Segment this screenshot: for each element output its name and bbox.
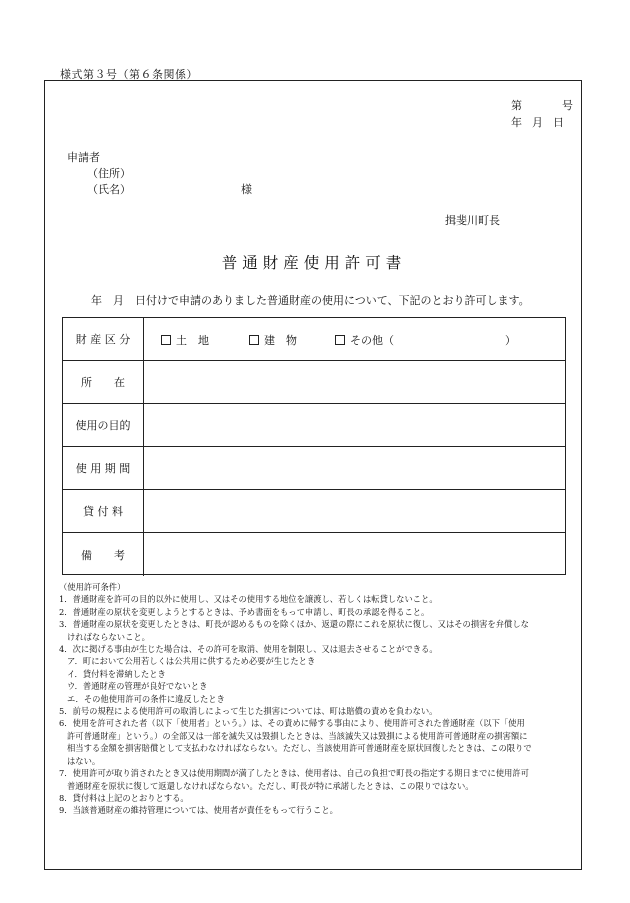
conditions-section (59, 581, 575, 817)
date-year: 年 (511, 116, 522, 129)
table-row-location (63, 361, 565, 404)
row-label: 財 産 区 分 (63, 318, 144, 360)
condition-line: はない。 (67, 755, 101, 766)
row-label: 使用の目的 (63, 404, 144, 446)
condition-line: 8．貸付料は上記のとおりとする。 (59, 792, 189, 803)
table-row-purpose (63, 404, 565, 447)
conditions-heading: （使用許可条件） (59, 582, 126, 592)
intro-text: 年 月 日付けで申請のありました普通財産の使用について、下記のとおり許可します。 (91, 294, 530, 307)
applicant-address-label: （住所） (87, 167, 131, 180)
issuer-name: 揖斐川町長 (445, 214, 500, 227)
issue-date (511, 114, 564, 130)
condition-line: 5．前号の規程による使用許可の取消しによって生じた損害については、町は賠償の責めを負わない。 (59, 706, 438, 717)
row-label: 使 用 期 間 (63, 447, 144, 489)
condition-line: 4．次に掲げる事由が生じた場合は、その許可を取消、使用を制限し、又は退去させることができる。 (59, 644, 438, 655)
date-day: 日 (553, 116, 564, 129)
checkbox-icon[interactable] (161, 335, 171, 345)
form-number: 様式第３号（第６条関係） (60, 68, 198, 81)
number-prefix: 第 (511, 99, 522, 112)
condition-subitem: エ．その他使用許可の条件に違反したとき (67, 693, 225, 704)
location-field[interactable] (145, 361, 565, 403)
option-other-close: ） (505, 334, 516, 347)
period-field[interactable] (145, 447, 565, 489)
condition-line: 6．使用を許可された者（以下「使用者」という。）は、その責めに帰する事由により、使用許可された普通財産（以下「使用 (59, 718, 525, 729)
condition-line: 7．使用許可が取り消されたとき又は使用期間が満了したときは、使用者は、自己の負担で町長の指定する期日までに使用許可 (59, 768, 529, 779)
remarks-field[interactable] (145, 533, 565, 576)
condition-subitem: ウ．普通財産の管理が良好でないとき (67, 681, 208, 692)
condition-subitem: イ．貸付料を滞納したとき (67, 668, 166, 679)
applicant-name-label: （氏名） (87, 183, 131, 196)
condition-line: 普通財産を原状に復して返還しなければならない。ただし、町長が特に承諾したときは、この限りではない。 (67, 780, 474, 791)
category-options (145, 318, 565, 360)
purpose-field[interactable] (145, 404, 565, 446)
table-row-period (63, 447, 565, 490)
condition-line: 相当する金額を損害賠償として支払わなければならない。ただし、当該使用許可普通財産を原状回復したときは、この限りで (67, 743, 532, 754)
option-other[interactable]: その他（ (335, 332, 394, 348)
row-label: 貸 付 料 (63, 490, 144, 532)
table-row-fee (63, 490, 565, 533)
condition-line: 3．普通財産の原状を変更したときは、町長が認めるものを除くほか、返還の際にこれを原状に復し、又はその損害を弁償しな (59, 619, 529, 630)
table-row-remarks (63, 533, 565, 576)
date-month: 月 (532, 116, 543, 129)
condition-subitem: ア．町において公用若しくは公共用に供するため必要が生じたとき (67, 656, 316, 667)
honorific: 様 (241, 183, 252, 196)
checkbox-icon[interactable] (335, 335, 345, 345)
condition-line: 9．当該普通財産の維持管理については、使用者が責任をもって行うこと。 (59, 805, 338, 816)
applicant-label: 申請者 (67, 151, 100, 164)
row-label: 所 在 (63, 361, 144, 403)
row-label: 備 考 (63, 533, 144, 576)
details-table (62, 317, 566, 575)
checkbox-icon[interactable] (249, 335, 259, 345)
condition-line: ければならないこと。 (67, 631, 150, 642)
number-suffix: 号 (562, 99, 573, 112)
fee-field[interactable] (145, 490, 565, 532)
table-row-category (63, 318, 565, 361)
document-number (511, 97, 573, 113)
option-land[interactable]: 土 地 (161, 332, 209, 348)
condition-line: 2．普通財産の原状を変更しようとするときは、予め書面をもって申請し、町長の承認を得ること。 (59, 606, 430, 617)
document-title: 普通財産使用許可書 (221, 254, 407, 272)
condition-line: 1．普通財産を許可の目的以外に使用し、又はその使用する地位を譲渡し、若しくは転貸しないこと。 (59, 594, 438, 605)
document-frame (44, 80, 582, 870)
option-building[interactable]: 建 物 (249, 332, 297, 348)
condition-line: 許可普通財産」という。）の全部又は一部を滅失又は毀損したときは、当該滅失又は毀損による使用許可普通財産の損害額に (67, 730, 528, 741)
